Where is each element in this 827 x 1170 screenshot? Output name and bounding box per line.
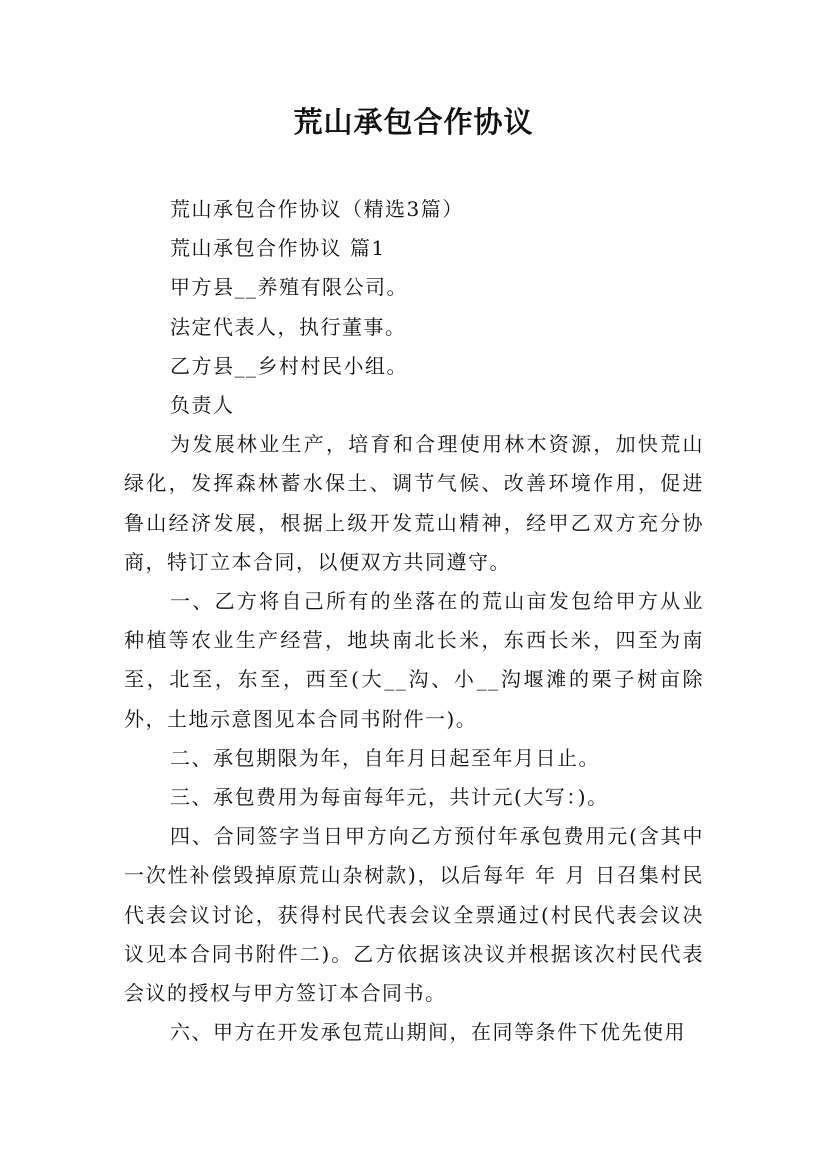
paragraph-responsible-person: 负责人 [170, 393, 235, 418]
paragraph-party-a: 甲方县__养殖有限公司。 [170, 275, 408, 300]
paragraph-clause-6: 六、甲方在开发承包荒山期间，在同等条件下优先使用 [170, 1020, 686, 1045]
paragraph-clause-2: 二、承包期限为年，自年月日起至年月日止。 [170, 745, 600, 770]
paragraph-legal-rep: 法定代表人，执行董事。 [170, 314, 407, 339]
paragraph-clause-3: 三、承包费用为每亩每年元，共计元(大写：)。 [170, 785, 609, 810]
paragraph-section-heading: 荒山承包合作协议 篇1 [170, 236, 386, 261]
document-body [124, 190, 704, 1052]
document-title: 荒山承包合作协议 [293, 105, 534, 139]
paragraph-party-b: 乙方县__乡村村民小组。 [170, 353, 408, 378]
paragraph-subtitle: 荒山承包合作协议（精选3篇） [170, 197, 464, 221]
paragraph-clause-4: 四、合同签字当日甲方向乙方预付年承包费用元(含其中一次性补偿毁掉原荒山杂树款)，以后每年 年 月 日召集村民代表会议讨论，获得村民代表会议全票通过(村民代表会议决议见本合同书附件二)。乙方依据该决议并根据该次村民代表会议的授权与甲方签订本合同书。 [124, 824, 704, 1006]
paragraph-preamble: 为发展林业生产，培育和合理使用林木资源，加快荒山绿化，发挥森林蓄水保土、调节气候、改善环境作用，促进鲁山经济发展，根据上级开发荒山精神，经甲乙双方充分协商，特订立本合同，以便双方共同遵守。 [124, 432, 704, 574]
paragraph-clause-1: 一、乙方将自己所有的坐落在的荒山亩发包给甲方从业种植等农业生产经营，地块南北长米，东西长米，四至为南至，北至，东至，西至(大__沟、小__沟堰滩的栗子树亩除外，土地示意图见本合同书附件一)。 [124, 589, 704, 731]
